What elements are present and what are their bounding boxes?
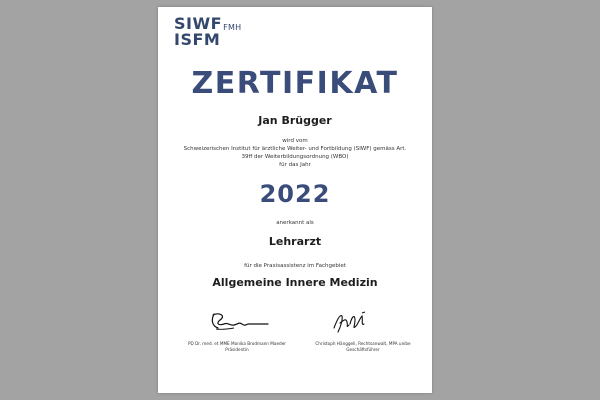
logo-isfm: ISFM [174, 30, 221, 49]
certificate-year: 2022 [259, 180, 331, 208]
certificate-title: ZERTIFIKAT [191, 66, 399, 101]
signatory-1 [172, 341, 302, 353]
certificate-page [158, 7, 432, 393]
logo-fmh: FMH [223, 23, 242, 32]
logo-siwf: SIWF [174, 14, 223, 33]
role-title: Lehrarzt [268, 235, 322, 248]
signatory-2 [298, 341, 428, 353]
signatory-2-name: Christoph Hänggeli, Rechtsanwalt, MPA unibe [315, 341, 411, 346]
signatory-2-title: Geschäftsführer [346, 347, 380, 352]
institute-text-line1: Schweizerischen Institut für ärztliche Weiter- und Fortbildung (SIWF) gemäss Art. [183, 146, 407, 152]
signature-president [208, 310, 270, 334]
praxis-text: für die Praxisassistenz im Fachgebiet [244, 263, 346, 269]
signature-managing-director [328, 310, 370, 336]
signatory-1-title: Präsidentin [225, 347, 249, 352]
recipient-name: Jan Brügger [258, 114, 332, 127]
anerkannt-als-text: anerkannt als [276, 220, 314, 226]
fuer-das-jahr-text: für das Jahr [279, 162, 311, 168]
specialty-field: Allgemeine Innere Medizin [212, 276, 378, 289]
wird-vom-text: wird vom [282, 138, 308, 144]
signatory-1-name: PD Dr. med. et MME Monika Brodmann Maeder [188, 341, 286, 346]
institute-text-line2: 39ff der Weiterbildungsordnung (WBO) [241, 154, 349, 160]
